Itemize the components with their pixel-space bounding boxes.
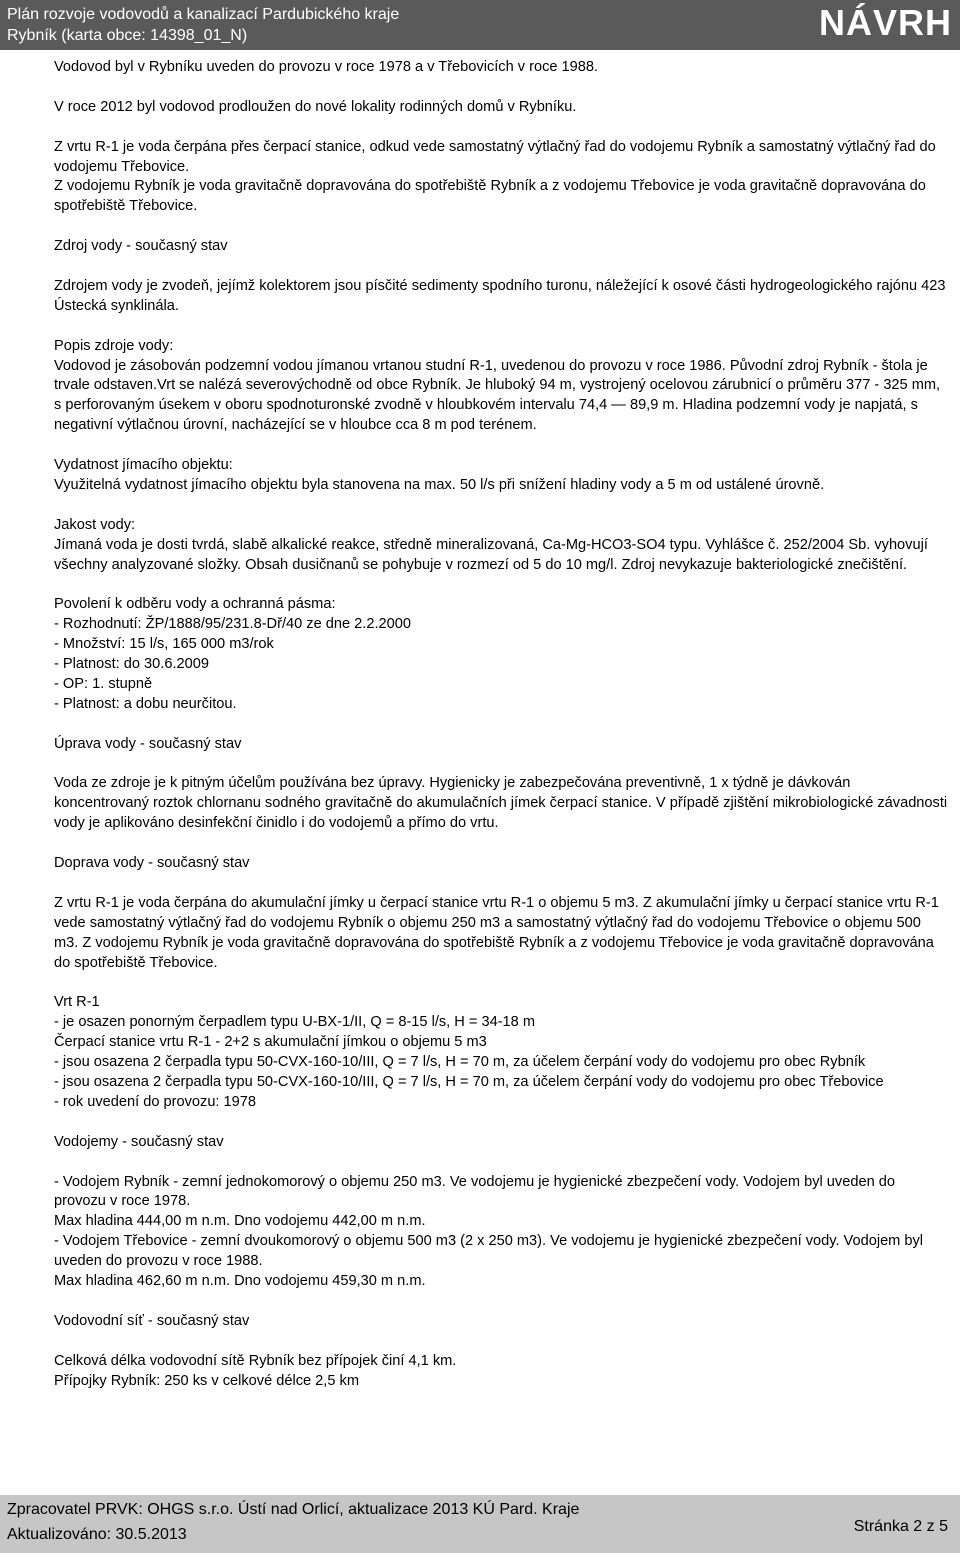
list-item: - jsou osazena 2 čerpadla typu 50-CVX-160-10/III, Q = 7 l/s, H = 70 m, za účelem čerpání vody do vodojemu pro obec Třebovice xyxy=(54,1074,884,1091)
paragraph: Vodovod byl v Rybníku uveden do provozu v roce 1978 a v Třebovicích v roce 1988. xyxy=(54,59,599,75)
subsection-heading: Vydatnost jímacího objektu: xyxy=(54,457,233,474)
list-item: Max hladina 462,60 m n.m. Dno vodojemu 459,30 m n.m. xyxy=(54,1273,426,1290)
section-heading: Úprava vody - současný stav xyxy=(54,735,242,752)
paragraph: V roce 2012 byl vodovod prodloužen do nové lokality rodinných domů v Rybníku. xyxy=(54,98,577,115)
list-item: - jsou osazena 2 čerpadla typu 50-CVX-160-10/III, Q = 7 l/s, H = 70 m, za účelem čerpání vody do vodojemu pro obec Rybník xyxy=(54,1054,866,1071)
list-item: - Platnost: a dobu neurčitou. xyxy=(54,695,237,712)
paragraph: Využitelná vydatnost jímacího objektu byla stanovena na max. 50 l/s při snížení hladiny vody a 5 m od ustálené úrovně. xyxy=(54,476,825,493)
list-item: - OP: 1. stupně xyxy=(54,675,153,692)
list-item: - je osazen ponorným čerpadlem typu U-BX-1/II, Q = 8-15 l/s, H = 34-18 m xyxy=(54,1014,535,1031)
subsection-heading: Povolení k odběru vody a ochranná pásma: xyxy=(54,596,336,613)
list-item: Celková délka vodovodní sítě Rybník bez přípojek činí 4,1 km. xyxy=(54,1352,457,1369)
paragraph: Vodovod je zásobován podzemní vodou jímanou vrtanou studní R-1, uvedenou do provozu v roce 1986. Původní zdroj Rybník - štola je trvale odstaven.Vrt se nalézá severovýchodně od obce Rybník. Je hluboký 94 m, vystrojený ocelovou zárubnicí o průměru 377 - 325 mm, s perforovaným úsekem v oboru spodnoturonské zvodně v hloubkovém intervalu 74,4 — 89,9 m. Hladina podzemní vody je napjatá, s negativní výtlačnou úrovní, nacházející se v hloubce cca 8 m pod terénem. xyxy=(54,357,941,434)
footer-processor: Zpracovatel PRVK: OHGS s.r.o. Ústí nad Orlicí, aktualizace 2013 KÚ Pard. Kraje xyxy=(7,1501,580,1518)
paragraph: Zdrojem vody je zvodeň, jejímž kolektorem jsou písčité sedimenty spodního turonu, náležející k osové části hydrogeologického rajónu 423 Ústecká synklinála. xyxy=(54,277,946,314)
subsection-heading: Jakost vody: xyxy=(54,516,136,533)
list-item: - Množství: 15 l/s, 165 000 m3/rok xyxy=(54,636,274,653)
list-item: - Platnost: do 30.6.2009 xyxy=(54,656,209,673)
section-heading: Vodovodní síť - současný stav xyxy=(54,1312,250,1329)
paragraph: Z vrtu R-1 je voda čerpána přes čerpací stanice, odkud vede samostatný výtlačný řad do vodojemu Rybník a samostatný výtlačný řad do vodojemu Třebovice. xyxy=(54,138,936,175)
section-heading: Doprava vody - současný stav xyxy=(54,855,250,872)
paragraph: Z vodojemu Rybník je voda gravitačně dopravována do spotřebiště Rybník a z vodojemu Třebovice je voda gravitačně dopravována do spotřebiště Třebovice. xyxy=(54,178,926,215)
paragraph: Jímaná voda je dosti tvrdá, slabě alkalické reakce, středně mineralizovaná, Ca-Mg-HCO3-SO4 typu. Vyhlášce č. 252/2004 Sb. vyhovují všechny analyzované složky. Obsah dusičnanů se pohybuje v rozmezí od 5 do 10 mg/l. Zdroj nevykazuje bakteriologické znečištění. xyxy=(54,536,928,573)
list-item: - Rozhodnutí: ŽP/1888/95/231.8-Dř/40 ze dne 2.2.2000 xyxy=(54,616,411,633)
page-header xyxy=(0,0,960,50)
section-heading: Zdroj vody - současný stav xyxy=(54,238,228,255)
header-subtitle: Rybník (karta obce: 14398_01_N) xyxy=(7,27,248,44)
list-item: - Vodojem Rybník - zemní jednokomorový o objemu 250 m3. Ve vodojemu je hygienické zbezpečení vody. Vodojem byl uveden do provozu v roce 1978. xyxy=(54,1173,895,1210)
section-heading: Vodojemy - současný stav xyxy=(54,1133,224,1150)
header-title: Plán rozvoje vodovodů a kanalizací Pardubického kraje xyxy=(7,6,400,23)
page-number: Stránka 2 z 5 xyxy=(853,1518,948,1535)
draft-label: NÁVRH xyxy=(818,2,952,43)
paragraph: Z vrtu R-1 je voda čerpána do akumulační jímky u čerpací stanice vrtu R-1 o objemu 5 m3. Z akumulační jímky u čerpací stanice vrtu R-1 vede samostatný výtlačný řad do vodojemu Rybník o objemu 250 m3 a samostatný výtlačný řad do vodojemu Třebovice o objemu 500 m3. Z vodojemu Rybník je voda gravitačně dopravována do spotřebiště Rybník a z vodojemu Třebovice je voda gravitačně dopravována do spotřebiště Třebovice. xyxy=(54,894,939,971)
paragraph: Voda ze zdroje je k pitným účelům používána bez úpravy. Hygienicky je zabezpečována preventivně, 1 x týdně je dávkován koncentrovaný roztok chlornanu sodného gravitačně do akumulačních jímek čerpací stanice. V případě zjištění mikrobiologické závadnosti vody je aplikováno desinfekční činidlo i do vodojemů a přímo do vrtu. xyxy=(54,775,948,832)
list-item: Přípojky Rybník: 250 ks v celkové délce 2,5 km xyxy=(54,1372,359,1389)
list-item: Max hladina 444,00 m n.m. Dno vodojemu 442,00 m n.m. xyxy=(54,1213,426,1230)
list-item: - rok uvedení do provozu: 1978 xyxy=(54,1093,257,1110)
document-body xyxy=(54,58,949,1391)
footer-updated: Aktualizováno: 30.5.2013 xyxy=(7,1526,187,1543)
subsection-heading: Popis zdroje vody: xyxy=(54,337,174,354)
page-footer xyxy=(0,1495,960,1553)
list-item: Čerpací stanice vrtu R-1 - 2+2 s akumulační jímkou o objemu 5 m3 xyxy=(54,1034,487,1051)
list-item: Vrt R-1 xyxy=(54,994,100,1011)
list-item: - Vodojem Třebovice - zemní dvoukomorový o objemu 500 m3 (2 x 250 m3). Ve vodojemu je hygienické zbezpečení vody. Vodojem byl uveden do provozu v roce 1988. xyxy=(54,1233,924,1270)
